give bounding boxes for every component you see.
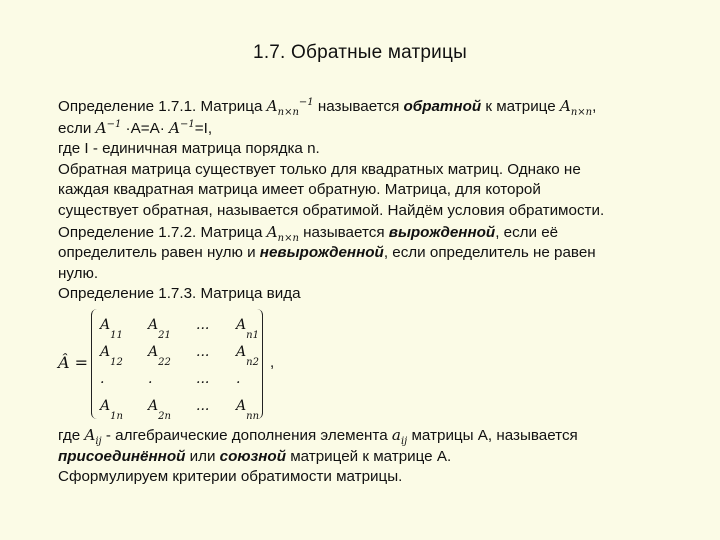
inverse-matrix-symbol: $A_{n\times n}^{-1}$: [266, 96, 314, 119]
matrix-cell: A 1n: [100, 398, 123, 422]
definition-1-7-2-line2: [58, 243, 658, 264]
matrix-cell: ...: [196, 344, 210, 361]
definition-1-7-3: Определение 1.7.3. Матрица вида: [58, 285, 301, 303]
definition-1-7-2: [58, 222, 658, 244]
def2-matrix-symbol: $A_{n\times n}$: [266, 222, 299, 244]
matrix-cell: A 21: [148, 317, 171, 341]
matrix-cell: A n2: [236, 344, 259, 368]
matrix-cell: A 2n: [148, 398, 171, 422]
definition-1-7-1: [58, 96, 658, 118]
matrix-cell: ...: [196, 371, 210, 388]
definition-1-7-2-line3: нулю.: [58, 264, 99, 282]
term-union: союзной: [219, 447, 286, 465]
def2-mid: называется: [298, 223, 389, 241]
cond-a-inv: $A^{-1}$: [95, 118, 122, 137]
matrix-comma: ,: [270, 353, 275, 371]
matrix-cell: ...: [196, 398, 210, 415]
cond-if: если: [58, 119, 96, 137]
def1-end: ,: [592, 98, 597, 115]
matrix-cell: A 11: [100, 317, 123, 341]
def1-tail: к матрице: [481, 98, 560, 115]
def1-prefix: Определение 1.7.1. Матрица: [58, 98, 267, 115]
after-matrix-line3: Сформулируем критерии обратимости матрицы.: [58, 468, 403, 486]
after-l2tail: матрицей к матрице А.: [286, 447, 452, 465]
matrix-cell: A 22: [148, 344, 171, 368]
def2-l2b: , если определитель не равен: [383, 244, 596, 262]
after-matrix-line2: [58, 447, 658, 468]
element-symbol: $a_{ij}$: [391, 425, 408, 447]
text-line-3: где I - единичная матрица порядка n.: [58, 140, 320, 158]
after-mid: - алгебраические дополнения элемента: [101, 426, 392, 444]
after-or: или: [185, 447, 220, 465]
text-line-5: каждая квадратная матрица имеет обратную. Матрица, для которой: [58, 181, 541, 199]
def2-after1: , если её: [495, 223, 559, 241]
cond-end: =I,: [194, 119, 213, 137]
adjugate-matrix-formula: [58, 307, 658, 425]
matrix-cell: .: [148, 371, 153, 388]
def2-prefix: Определение 1.7.2. Матрица: [58, 223, 267, 241]
matrix-symbol: $A_{n\times n}$: [559, 97, 593, 119]
term-inverse: обратной: [403, 98, 482, 115]
after-matrix-line1: [58, 425, 658, 447]
after-where: где: [58, 426, 85, 444]
def1-mid: называется: [313, 98, 404, 115]
aij-symbol: $A_{ij}$: [84, 425, 102, 447]
term-nondegenerate: невырожденной: [259, 244, 384, 262]
cond-mid: ·A=A·: [121, 119, 170, 137]
text-line-6: существует обратная, называется обратимой. Найдём условия обратимости.: [58, 201, 605, 219]
matrix-cell: A 12: [100, 344, 123, 368]
matrix-cell: .: [100, 371, 105, 388]
adjugate-symbol: Â =: [58, 352, 89, 372]
def2-l2a: определитель равен нулю и: [58, 244, 260, 262]
slide-title: 1.7. Обратные матрицы: [253, 42, 467, 63]
term-degenerate: вырожденной: [388, 223, 496, 241]
matrix-grid: [100, 309, 280, 422]
text-line-4: Обратная матрица существует только для квадратных матриц. Однако не: [58, 160, 581, 178]
matrix-cell: .: [236, 371, 241, 388]
matrix-cell: ...: [196, 317, 210, 334]
slide-body: [58, 96, 658, 488]
matrix-cell: A nn: [236, 398, 260, 422]
term-adjoint: присоединённой: [58, 447, 186, 465]
cond-b-inv: $A^{-1}$: [169, 118, 195, 137]
matrix-cell: A n1: [236, 317, 259, 341]
after-tail: матрицы А, называется: [407, 426, 578, 444]
inverse-condition: [58, 118, 658, 140]
